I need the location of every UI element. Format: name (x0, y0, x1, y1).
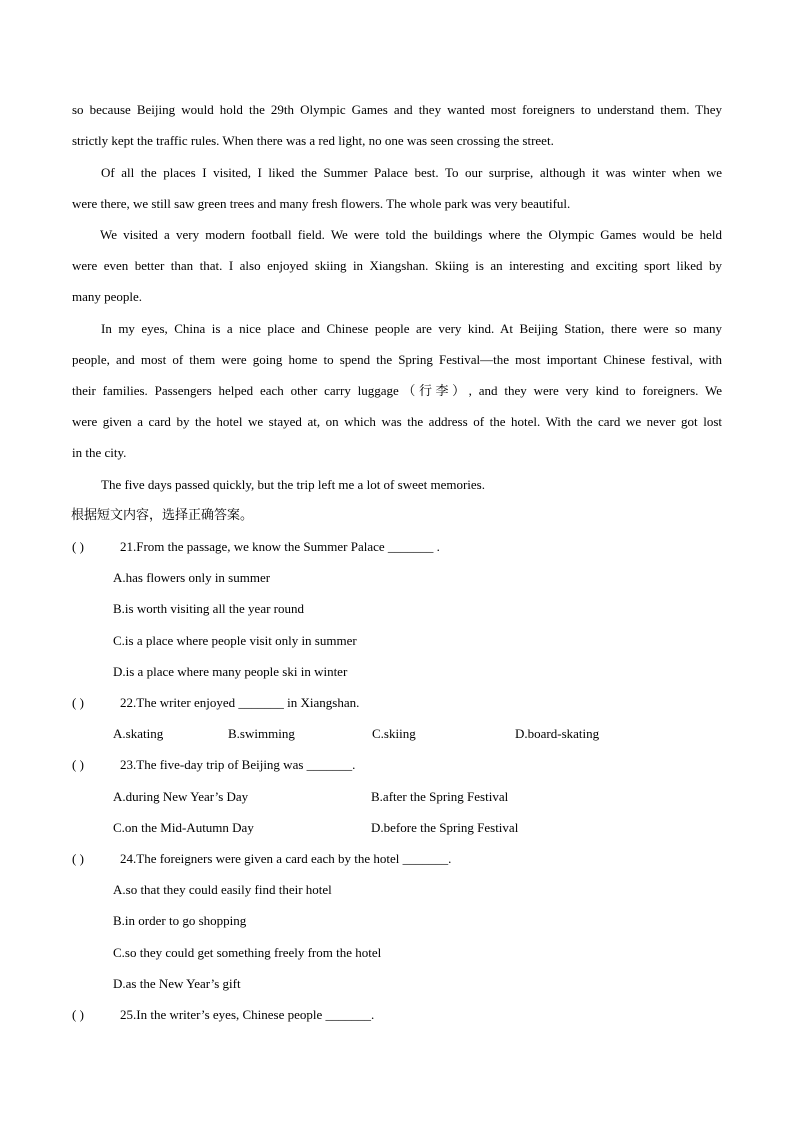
option-d: D.before the Spring Festival (371, 820, 519, 835)
passage-line: were there, we still saw green trees and many fresh flowers. The whole park was very beautiful. (72, 196, 571, 211)
question-stem: 25.In the writer’s eyes, Chinese people _______. (120, 1007, 375, 1022)
answer-blank[interactable]: ( ) (72, 695, 84, 710)
question-stem: 21.From the passage, we know the Summer Palace _______ . (120, 539, 440, 554)
passage-line: The five days passed quickly, but the trip left me a lot of sweet memories. (101, 477, 485, 492)
passage-line: many people. (72, 289, 143, 304)
passage-line: people, and most of them were going home to spend the Spring Festival—the most important Chinese festival, with (72, 352, 722, 367)
option-b: B.is worth visiting all the year round (113, 601, 305, 616)
passage-line: were even better than that. I also enjoyed skiing in Xiangshan. Skiing is an interesting and exciting sport liked by (72, 258, 722, 273)
question-24 (72, 851, 451, 867)
question-23 (72, 757, 355, 773)
question-stem: 22.The writer enjoyed _______ in Xiangshan. (120, 695, 360, 710)
answer-blank[interactable]: ( ) (72, 851, 84, 866)
option-a: A.has flowers only in summer (113, 570, 271, 585)
option-b: B.after the Spring Festival (371, 789, 509, 804)
question-stem: 23.The five-day trip of Beijing was _______. (120, 757, 356, 772)
option-a: A.during New Year’s Day (113, 789, 249, 804)
option-c: C.on the Mid-Autumn Day (113, 820, 254, 835)
option-c: C.is a place where people visit only in summer (113, 633, 357, 648)
option-d: D.board-skating (515, 726, 600, 741)
option-a: A.skating (113, 726, 164, 741)
passage-line: were given a card by the hotel we stayed at, on which was the address of the hotel. With the card we never got lost (72, 414, 722, 429)
passage-line: strictly kept the traffic rules. When there was a red light, no one was seen crossing the street. (72, 133, 554, 148)
passage-line: We visited a very modern football field. We were told the buildings where the Olympic Games would be held (100, 227, 722, 242)
answer-blank[interactable]: ( ) (72, 1007, 84, 1022)
passage-line: Of all the places I visited, I liked the Summer Palace best. To our surprise, although it was winter when we (101, 165, 722, 180)
answer-blank[interactable]: ( ) (72, 539, 84, 554)
passage-line: so because Beijing would hold the 29th Olympic Games and they wanted most foreigners to understand them. They (72, 102, 722, 117)
passage-line: in the city. (72, 445, 127, 460)
option-a: A.so that they could easily find their hotel (113, 882, 332, 897)
option-b: B.in order to go shopping (113, 913, 247, 928)
question-25 (72, 1007, 374, 1023)
option-b: B.swimming (228, 726, 295, 741)
question-stem: 24.The foreigners were given a card each by the hotel _______. (120, 851, 452, 866)
question-21 (72, 539, 440, 555)
instruction: 根据短文内容，选择正确答案。 (71, 508, 254, 523)
question-22 (72, 695, 359, 711)
option-d: D.is a place where many people ski in winter (113, 664, 348, 679)
answer-blank[interactable]: ( ) (72, 757, 84, 772)
passage-line: their families. Passengers helped each other carry luggage（行李）, and they were very kind to foreigners. We (72, 383, 722, 398)
passage-line: In my eyes, China is a nice place and Chinese people are very kind. At Beijing Station, there were so many (101, 321, 722, 336)
option-c: C.skiing (372, 726, 416, 741)
option-c: C.so they could get something freely from the hotel (113, 945, 382, 960)
option-d: D.as the New Year’s gift (113, 976, 241, 991)
